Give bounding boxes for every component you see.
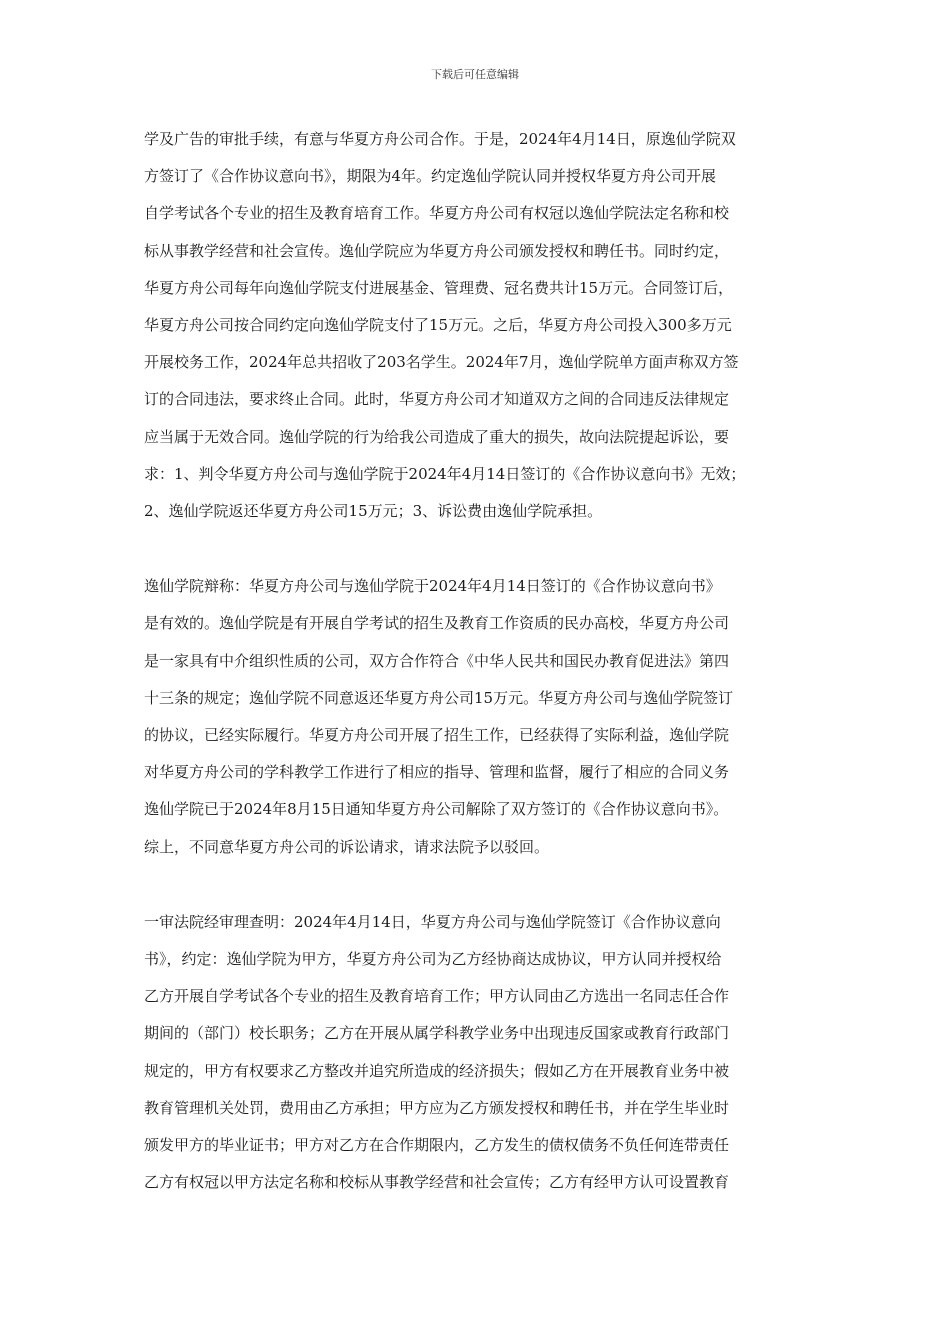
text-line: 乙方有权冠以甲方法定名称和校标从事教学经营和社会宣传；乙方有经甲方认可设置教育 [144,1173,730,1192]
paragraph-defendant-defense [144,568,824,866]
text-line: 是一家具有中介组织性质的公司，双方合作符合《中华人民共和国民办教育促进法》第四 [144,651,730,670]
text-line: 自学考试各个专业的招生及教育培育工作。华夏方舟公司有权冠以逸仙学院法定名称和校 [144,204,730,223]
document-body [144,121,824,1201]
text-line: 逸仙学院辩称：华夏方舟公司与逸仙学院于2024年4月14日签订的《合作协议意向书》 [144,577,721,596]
paragraph-court-findings [144,904,824,1202]
text-line: 标从事教学经营和社会宣传。逸仙学院应为华夏方舟公司颁发授权和聘任书。同时约定， [144,241,730,260]
text-line: 开展校务工作，2024年总共招收了203名学生。2024年7月，逸仙学院单方面声称双方签 [144,353,739,372]
text-line: 求：1、判令华夏方舟公司与逸仙学院于2024年4月14日签订的《合作协议意向书》无效； [144,464,746,483]
page-header-note: 下载后可任意编辑 [431,68,519,81]
text-line: 综上，不同意华夏方舟公司的诉讼请求，请求法院予以驳回。 [144,837,550,856]
text-line: 一审法院经审理查明：2024年4月14日，华夏方舟公司与逸仙学院签订《合作协议意向 [144,912,721,931]
text-line: 华夏方舟公司按合同约定向逸仙学院支付了15万元。之后，华夏方舟公司投入300多万元 [144,316,732,335]
text-line: 方签订了《合作协议意向书》，期限为4年。约定逸仙学院认同并授权华夏方舟公司开展 [144,167,717,186]
text-line: 期间的（部门）校长职务；乙方在开展从属学科教学业务中出现违反国家或教育行政部门 [144,1024,730,1043]
text-line: 逸仙学院已于2024年8月15日通知华夏方舟公司解除了双方签订的《合作协议意向书》。 [144,800,729,819]
paragraph-spacer [144,866,824,904]
text-line: 应当属于无效合同。逸仙学院的行为给我公司造成了重大的损失，故向法院提起诉讼，要 [144,427,730,446]
text-line: 是有效的。逸仙学院是有开展自学考试的招生及教育工作资质的民办高校，华夏方舟公司 [144,614,730,633]
text-line: 对华夏方舟公司的学科教学工作进行了相应的指导、管理和监督，履行了相应的合同义务 [144,763,730,782]
paragraph-plaintiff-claim [144,121,824,530]
text-line: 教育管理机关处罚，费用由乙方承担；甲方应为乙方颁发授权和聘任书，并在学生毕业时 [144,1098,730,1117]
text-line: 书》，约定：逸仙学院为甲方，华夏方舟公司为乙方经协商达成协议，甲方认同并授权给 [144,950,722,969]
text-line: 乙方开展自学考试各个专业的招生及教育培育工作；甲方认同由乙方选出一名同志任合作 [144,987,730,1006]
text-line: 规定的，甲方有权要求乙方整改并追究所造成的经济损失；假如乙方在开展教育业务中被 [144,1061,730,1080]
text-line: 颁发甲方的毕业证书；甲方对乙方在合作期限内，乙方发生的债权债务不负任何连带责任 [144,1136,730,1155]
text-line: 学及广告的审批手续，有意与华夏方舟公司合作。于是，2024年4月14日，原逸仙学院双 [144,130,736,148]
text-line: 的协议，已经实际履行。华夏方舟公司开展了招生工作，已经获得了实际利益，逸仙学院 [144,726,730,745]
text-line: 2、逸仙学院返还华夏方舟公司15万元；3、诉讼费由逸仙学院承担。 [144,502,603,521]
paragraph-spacer [144,530,824,568]
text-line: 华夏方舟公司每年向逸仙学院支付进展基金、管理费、冠名费共计15万元。合同签订后， [144,278,734,297]
text-line: 十三条的规定；逸仙学院不同意返还华夏方舟公司15万元。华夏方舟公司与逸仙学院签订 [144,688,734,707]
text-line: 订的合同违法，要求终止合同。此时，华夏方舟公司才知道双方之间的合同违反法律规定 [144,390,730,409]
